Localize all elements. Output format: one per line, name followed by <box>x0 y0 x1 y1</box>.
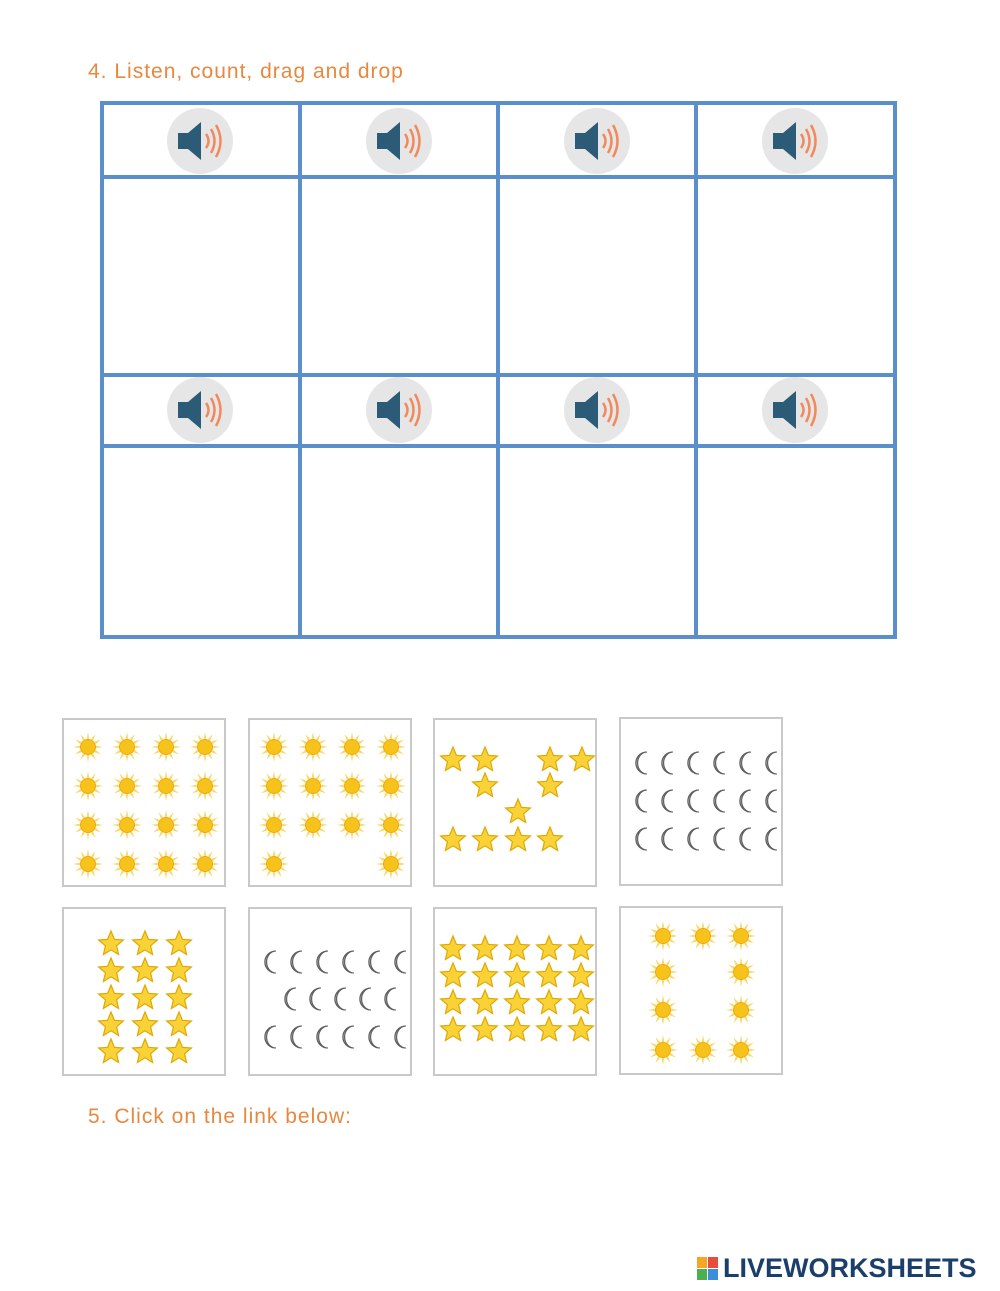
moon-icon <box>343 951 354 973</box>
audio-button-5[interactable] <box>167 377 233 443</box>
star-icon <box>133 931 158 955</box>
star-icon <box>99 1012 124 1036</box>
speaker-icon <box>374 387 424 433</box>
star-icon <box>167 931 192 955</box>
moon-icon <box>688 752 699 774</box>
moon-icon <box>385 988 396 1010</box>
sun-icon <box>726 921 756 951</box>
audio-button-6[interactable] <box>366 377 432 443</box>
sun-icon <box>648 921 678 951</box>
sun-icon <box>376 732 406 762</box>
grid-line <box>893 101 897 639</box>
speaker-icon <box>175 118 225 164</box>
moon-icon <box>317 1026 328 1048</box>
moon-icon <box>369 951 380 973</box>
sun-icon <box>259 771 289 801</box>
moon-icon <box>265 1026 276 1048</box>
speaker-icon <box>175 387 225 433</box>
moon-icon <box>395 951 406 973</box>
moon-icon <box>662 790 673 812</box>
draggable-card-1[interactable] <box>62 718 226 887</box>
star-icon <box>133 1039 158 1063</box>
moon-icon <box>636 828 647 850</box>
sun-icon <box>151 771 181 801</box>
star-icon <box>99 931 124 955</box>
sun-icon <box>298 771 328 801</box>
star-icon <box>473 773 498 797</box>
star-icon <box>538 827 563 851</box>
moon-icon <box>265 951 276 973</box>
speaker-icon <box>374 118 424 164</box>
draggable-card-4[interactable] <box>619 717 783 886</box>
sun-icon <box>376 810 406 840</box>
sun-icon <box>648 1035 678 1065</box>
logo-text: LIVEWORKSHEETS <box>723 1253 977 1283</box>
sun-icon <box>259 849 289 879</box>
star-icon <box>473 827 498 851</box>
drop-zone-7[interactable] <box>500 448 694 635</box>
sun-icon <box>112 810 142 840</box>
moon-icon <box>740 828 751 850</box>
star-icon <box>537 963 562 987</box>
sun-icon <box>112 849 142 879</box>
star-icon <box>505 963 530 987</box>
sun-icon <box>688 921 718 951</box>
card-illustration <box>621 908 785 1077</box>
star-icon <box>506 799 531 823</box>
drop-grid <box>100 101 897 639</box>
star-icon <box>537 936 562 960</box>
moon-icon <box>291 1026 302 1048</box>
star-icon <box>133 985 158 1009</box>
star-icon <box>473 936 498 960</box>
star-icon <box>441 827 466 851</box>
star-icon <box>505 936 530 960</box>
star-icon <box>99 985 124 1009</box>
audio-button-8[interactable] <box>762 377 828 443</box>
star-icon <box>441 936 466 960</box>
star-icon <box>569 990 594 1014</box>
star-icon <box>133 1012 158 1036</box>
moon-icon <box>714 752 725 774</box>
sun-icon <box>726 957 756 987</box>
sun-icon <box>337 810 367 840</box>
sun-icon <box>151 849 181 879</box>
star-icon <box>441 990 466 1014</box>
question-5-instruction: 5. Click on the link below: <box>88 1105 352 1128</box>
moon-icon <box>310 988 321 1010</box>
star-icon <box>537 1017 562 1041</box>
moon-icon <box>317 951 328 973</box>
star-icon <box>441 963 466 987</box>
sun-icon <box>298 732 328 762</box>
star-icon <box>569 936 594 960</box>
star-icon <box>441 747 466 771</box>
draggable-card-2[interactable] <box>248 718 412 887</box>
sun-icon <box>648 957 678 987</box>
star-icon <box>569 963 594 987</box>
draggable-card-6[interactable] <box>248 907 412 1076</box>
star-icon <box>538 773 563 797</box>
card-illustration <box>250 909 414 1078</box>
drop-zone-2[interactable] <box>302 179 496 373</box>
moon-icon <box>714 828 725 850</box>
sun-icon <box>73 732 103 762</box>
draggable-card-5[interactable] <box>62 907 226 1076</box>
moon-icon <box>636 790 647 812</box>
card-illustration <box>435 720 599 889</box>
star-icon <box>537 990 562 1014</box>
moon-icon <box>740 752 751 774</box>
star-icon <box>167 958 192 982</box>
moon-icon <box>335 988 346 1010</box>
question-4-instruction: 4. Listen, count, drag and drop <box>88 60 404 83</box>
sun-icon <box>259 810 289 840</box>
speaker-icon <box>770 387 820 433</box>
moon-icon <box>766 752 777 774</box>
sun-icon <box>73 810 103 840</box>
sun-icon <box>259 732 289 762</box>
star-icon <box>441 1017 466 1041</box>
moon-icon <box>285 988 296 1010</box>
speaker-icon <box>770 118 820 164</box>
star-icon <box>506 827 531 851</box>
moon-icon <box>688 828 699 850</box>
draggable-card-3[interactable] <box>433 718 597 887</box>
audio-button-3[interactable] <box>564 108 630 174</box>
moon-icon <box>714 790 725 812</box>
sun-icon <box>73 771 103 801</box>
sun-icon <box>190 810 220 840</box>
sun-icon <box>190 771 220 801</box>
sun-icon <box>190 732 220 762</box>
moon-icon <box>662 828 673 850</box>
sun-icon <box>648 995 678 1025</box>
sun-icon <box>688 1035 718 1065</box>
sun-icon <box>112 771 142 801</box>
sun-icon <box>337 732 367 762</box>
star-icon <box>569 1017 594 1041</box>
sun-icon <box>376 771 406 801</box>
sun-icon <box>112 732 142 762</box>
card-illustration <box>250 720 414 889</box>
star-icon <box>167 1012 192 1036</box>
liveworksheets-logo <box>697 1255 997 1285</box>
card-illustration <box>621 719 785 888</box>
card-illustration <box>64 909 228 1078</box>
star-icon <box>505 990 530 1014</box>
draggable-card-8[interactable] <box>619 906 783 1075</box>
drop-zone-3[interactable] <box>500 179 694 373</box>
star-icon <box>99 1039 124 1063</box>
star-icon <box>133 958 158 982</box>
draggable-card-7[interactable] <box>433 907 597 1076</box>
speaker-icon <box>572 387 622 433</box>
sun-icon <box>337 771 367 801</box>
star-icon <box>473 1017 498 1041</box>
sun-icon <box>151 732 181 762</box>
drop-zone-1[interactable] <box>104 179 298 373</box>
sun-icon <box>376 849 406 879</box>
audio-button-2[interactable] <box>366 108 432 174</box>
moon-icon <box>766 828 777 850</box>
moon-icon <box>636 752 647 774</box>
star-icon <box>167 985 192 1009</box>
logo-mark-icon <box>697 1257 719 1281</box>
drop-zone-8[interactable] <box>698 448 893 635</box>
sun-icon <box>726 995 756 1025</box>
moon-icon <box>291 951 302 973</box>
sun-icon <box>726 1035 756 1065</box>
sun-icon <box>298 810 328 840</box>
moon-icon <box>688 790 699 812</box>
drop-zone-5[interactable] <box>104 448 298 635</box>
moon-icon <box>766 790 777 812</box>
moon-icon <box>662 752 673 774</box>
star-icon <box>570 747 595 771</box>
star-icon <box>473 747 498 771</box>
sun-icon <box>151 810 181 840</box>
drop-zone-6[interactable] <box>302 448 496 635</box>
star-icon <box>167 1039 192 1063</box>
star-icon <box>538 747 563 771</box>
moon-icon <box>343 1026 354 1048</box>
star-icon <box>473 990 498 1014</box>
audio-button-7[interactable] <box>564 377 630 443</box>
star-icon <box>99 958 124 982</box>
star-icon <box>505 1017 530 1041</box>
moon-icon <box>395 1026 406 1048</box>
moon-icon <box>360 988 371 1010</box>
star-icon <box>473 963 498 987</box>
audio-button-1[interactable] <box>167 108 233 174</box>
speaker-icon <box>572 118 622 164</box>
card-illustration <box>435 909 599 1078</box>
drop-zone-4[interactable] <box>698 179 893 373</box>
moon-icon <box>740 790 751 812</box>
moon-icon <box>369 1026 380 1048</box>
audio-button-4[interactable] <box>762 108 828 174</box>
sun-icon <box>190 849 220 879</box>
card-illustration <box>64 720 228 889</box>
sun-icon <box>73 849 103 879</box>
